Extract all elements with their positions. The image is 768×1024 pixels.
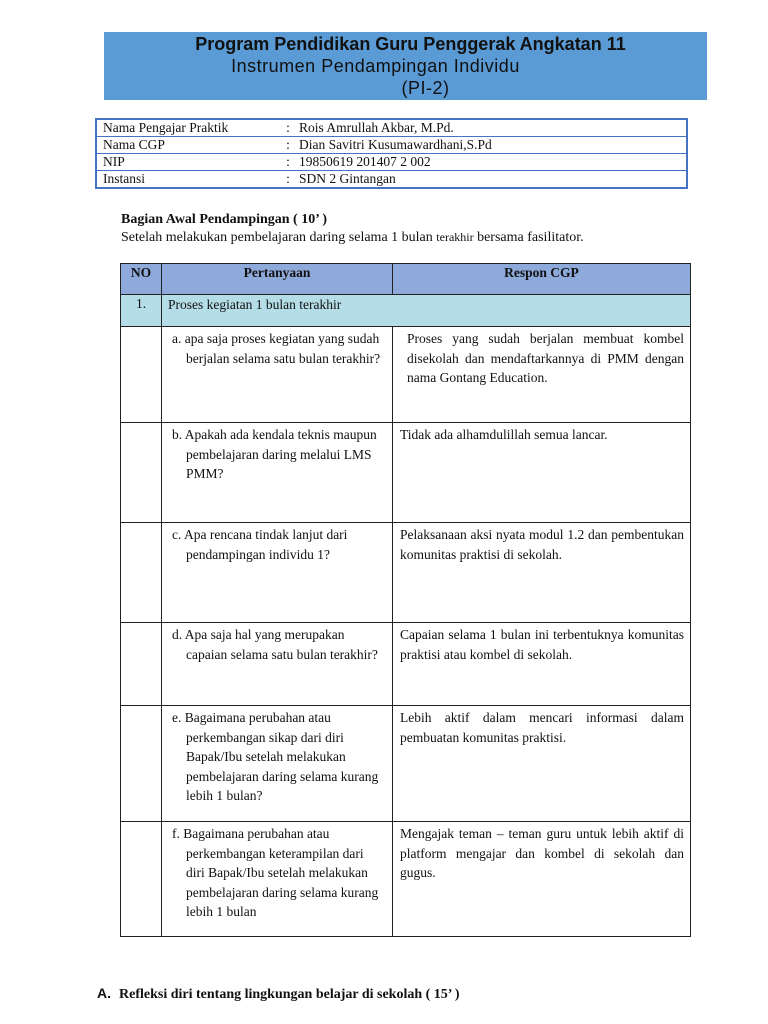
- header-question: Pertanyaan: [162, 264, 393, 295]
- answer-cell: Proses yang sudah berjalan membuat kombel disekolah dan mendaftarkannya di PMM dengan nama Gontang Education.: [393, 327, 691, 423]
- identity-separator: :: [283, 171, 293, 189]
- section-title: Bagian Awal Pendampingan ( 10’ ): [121, 212, 328, 227]
- identity-table: [95, 118, 688, 189]
- section-row-number: 1.: [121, 295, 162, 327]
- reflection-heading: [97, 985, 460, 1003]
- row-number-cell: [121, 327, 162, 423]
- identity-value: Dian Savitri Kusumawardhani,S.Pd: [293, 137, 687, 154]
- answer-cell: Capaian selama 1 bulan ini terbentuknya komunitas praktisi atau kombel di sekolah.: [393, 623, 691, 706]
- header-response: Respon CGP: [393, 264, 691, 295]
- answer-cell: Pelaksanaan aksi nyata modul 1.2 dan pembentukan komunitas praktisi di sekolah.: [393, 523, 691, 623]
- identity-value: 19850619 201407 2 002: [293, 154, 687, 171]
- identity-label: Instansi: [96, 171, 283, 189]
- question-cell: [162, 706, 393, 822]
- question-text: e. Bagaimana perubahan atau perkembangan sikap dari diri Bapak/Ibu setelah melakukan pembelajaran daring selama kurang lebih 1 bulan?: [172, 710, 379, 803]
- question-cell: [162, 623, 393, 706]
- table-row: [121, 623, 691, 706]
- table-header-row: [121, 264, 691, 295]
- row-number-cell: [121, 623, 162, 706]
- section-desc-main: Setelah melakukan pembelajaran daring selama 1 bulan: [121, 230, 437, 245]
- row-number-cell: [121, 822, 162, 937]
- identity-row: [96, 119, 687, 137]
- identity-label: Nama CGP: [96, 137, 283, 154]
- question-cell: [162, 822, 393, 937]
- identity-separator: :: [283, 154, 293, 171]
- question-cell: [162, 423, 393, 523]
- header-no: NO: [121, 264, 162, 295]
- mentoring-table: [120, 263, 691, 937]
- row-number-cell: [121, 706, 162, 822]
- question-text: b. Apakah ada kendala teknis maupun pembelajaran daring melalui LMS PMM?: [172, 427, 377, 481]
- table-row: [121, 423, 691, 523]
- identity-separator: :: [283, 119, 293, 137]
- identity-row: [96, 154, 687, 171]
- table-row: [121, 706, 691, 822]
- row-number-cell: [121, 423, 162, 523]
- section-row: [121, 295, 691, 327]
- reflection-title: Refleksi diri tentang lingkungan belajar di sekolah ( 15’ ): [119, 987, 460, 1002]
- question-text: c. Apa rencana tindak lanjut dari pendampingan individu 1?: [172, 527, 348, 562]
- section-desc-end: bersama fasilitator.: [473, 230, 584, 245]
- answer-cell: Mengajak teman – teman guru untuk lebih aktif di platform mengajar dan kombel di sekolah dan gugus.: [393, 822, 691, 937]
- identity-value: Rois Amrullah Akbar, M.Pd.: [293, 119, 687, 137]
- identity-label: Nama Pengajar Praktik: [96, 119, 283, 137]
- section-description: [121, 230, 584, 246]
- document-header: [104, 32, 707, 100]
- question-cell: [162, 523, 393, 623]
- answer-cell: Lebih aktif dalam mencari informasi dalam pembuatan komunitas praktisi.: [393, 706, 691, 822]
- question-text: f. Bagaimana perubahan atau perkembangan keterampilan dari diri Bapak/Ibu setelah melakukan pembelajaran daring selama kurang lebih 1 bulan: [172, 826, 379, 919]
- program-title: Program Pendidikan Guru Penggerak Angkatan 11: [195, 34, 626, 54]
- question-cell: [162, 327, 393, 423]
- identity-row: [96, 171, 687, 189]
- identity-separator: :: [283, 137, 293, 154]
- answer-cell: Tidak ada alhamdulillah semua lancar.: [393, 423, 691, 523]
- section-row-text: Proses kegiatan 1 bulan terakhir: [162, 295, 691, 327]
- identity-value: SDN 2 Gintangan: [293, 171, 687, 189]
- instrument-code: (PI-2): [401, 78, 450, 98]
- question-text: d. Apa saja hal yang merupakan capaian selama satu bulan terakhir?: [172, 627, 378, 662]
- row-number-cell: [121, 523, 162, 623]
- table-row: [121, 523, 691, 623]
- identity-label: NIP: [96, 154, 283, 171]
- question-text: a. apa saja proses kegiatan yang sudah berjalan selama satu bulan terakhir?: [172, 331, 381, 366]
- table-row: [121, 822, 691, 937]
- instrument-title: Instrumen Pendampingan Individu: [231, 56, 520, 76]
- reflection-letter: A.: [97, 985, 111, 1001]
- identity-row: [96, 137, 687, 154]
- table-row: [121, 327, 691, 423]
- section-desc-small: terakhir: [436, 230, 474, 244]
